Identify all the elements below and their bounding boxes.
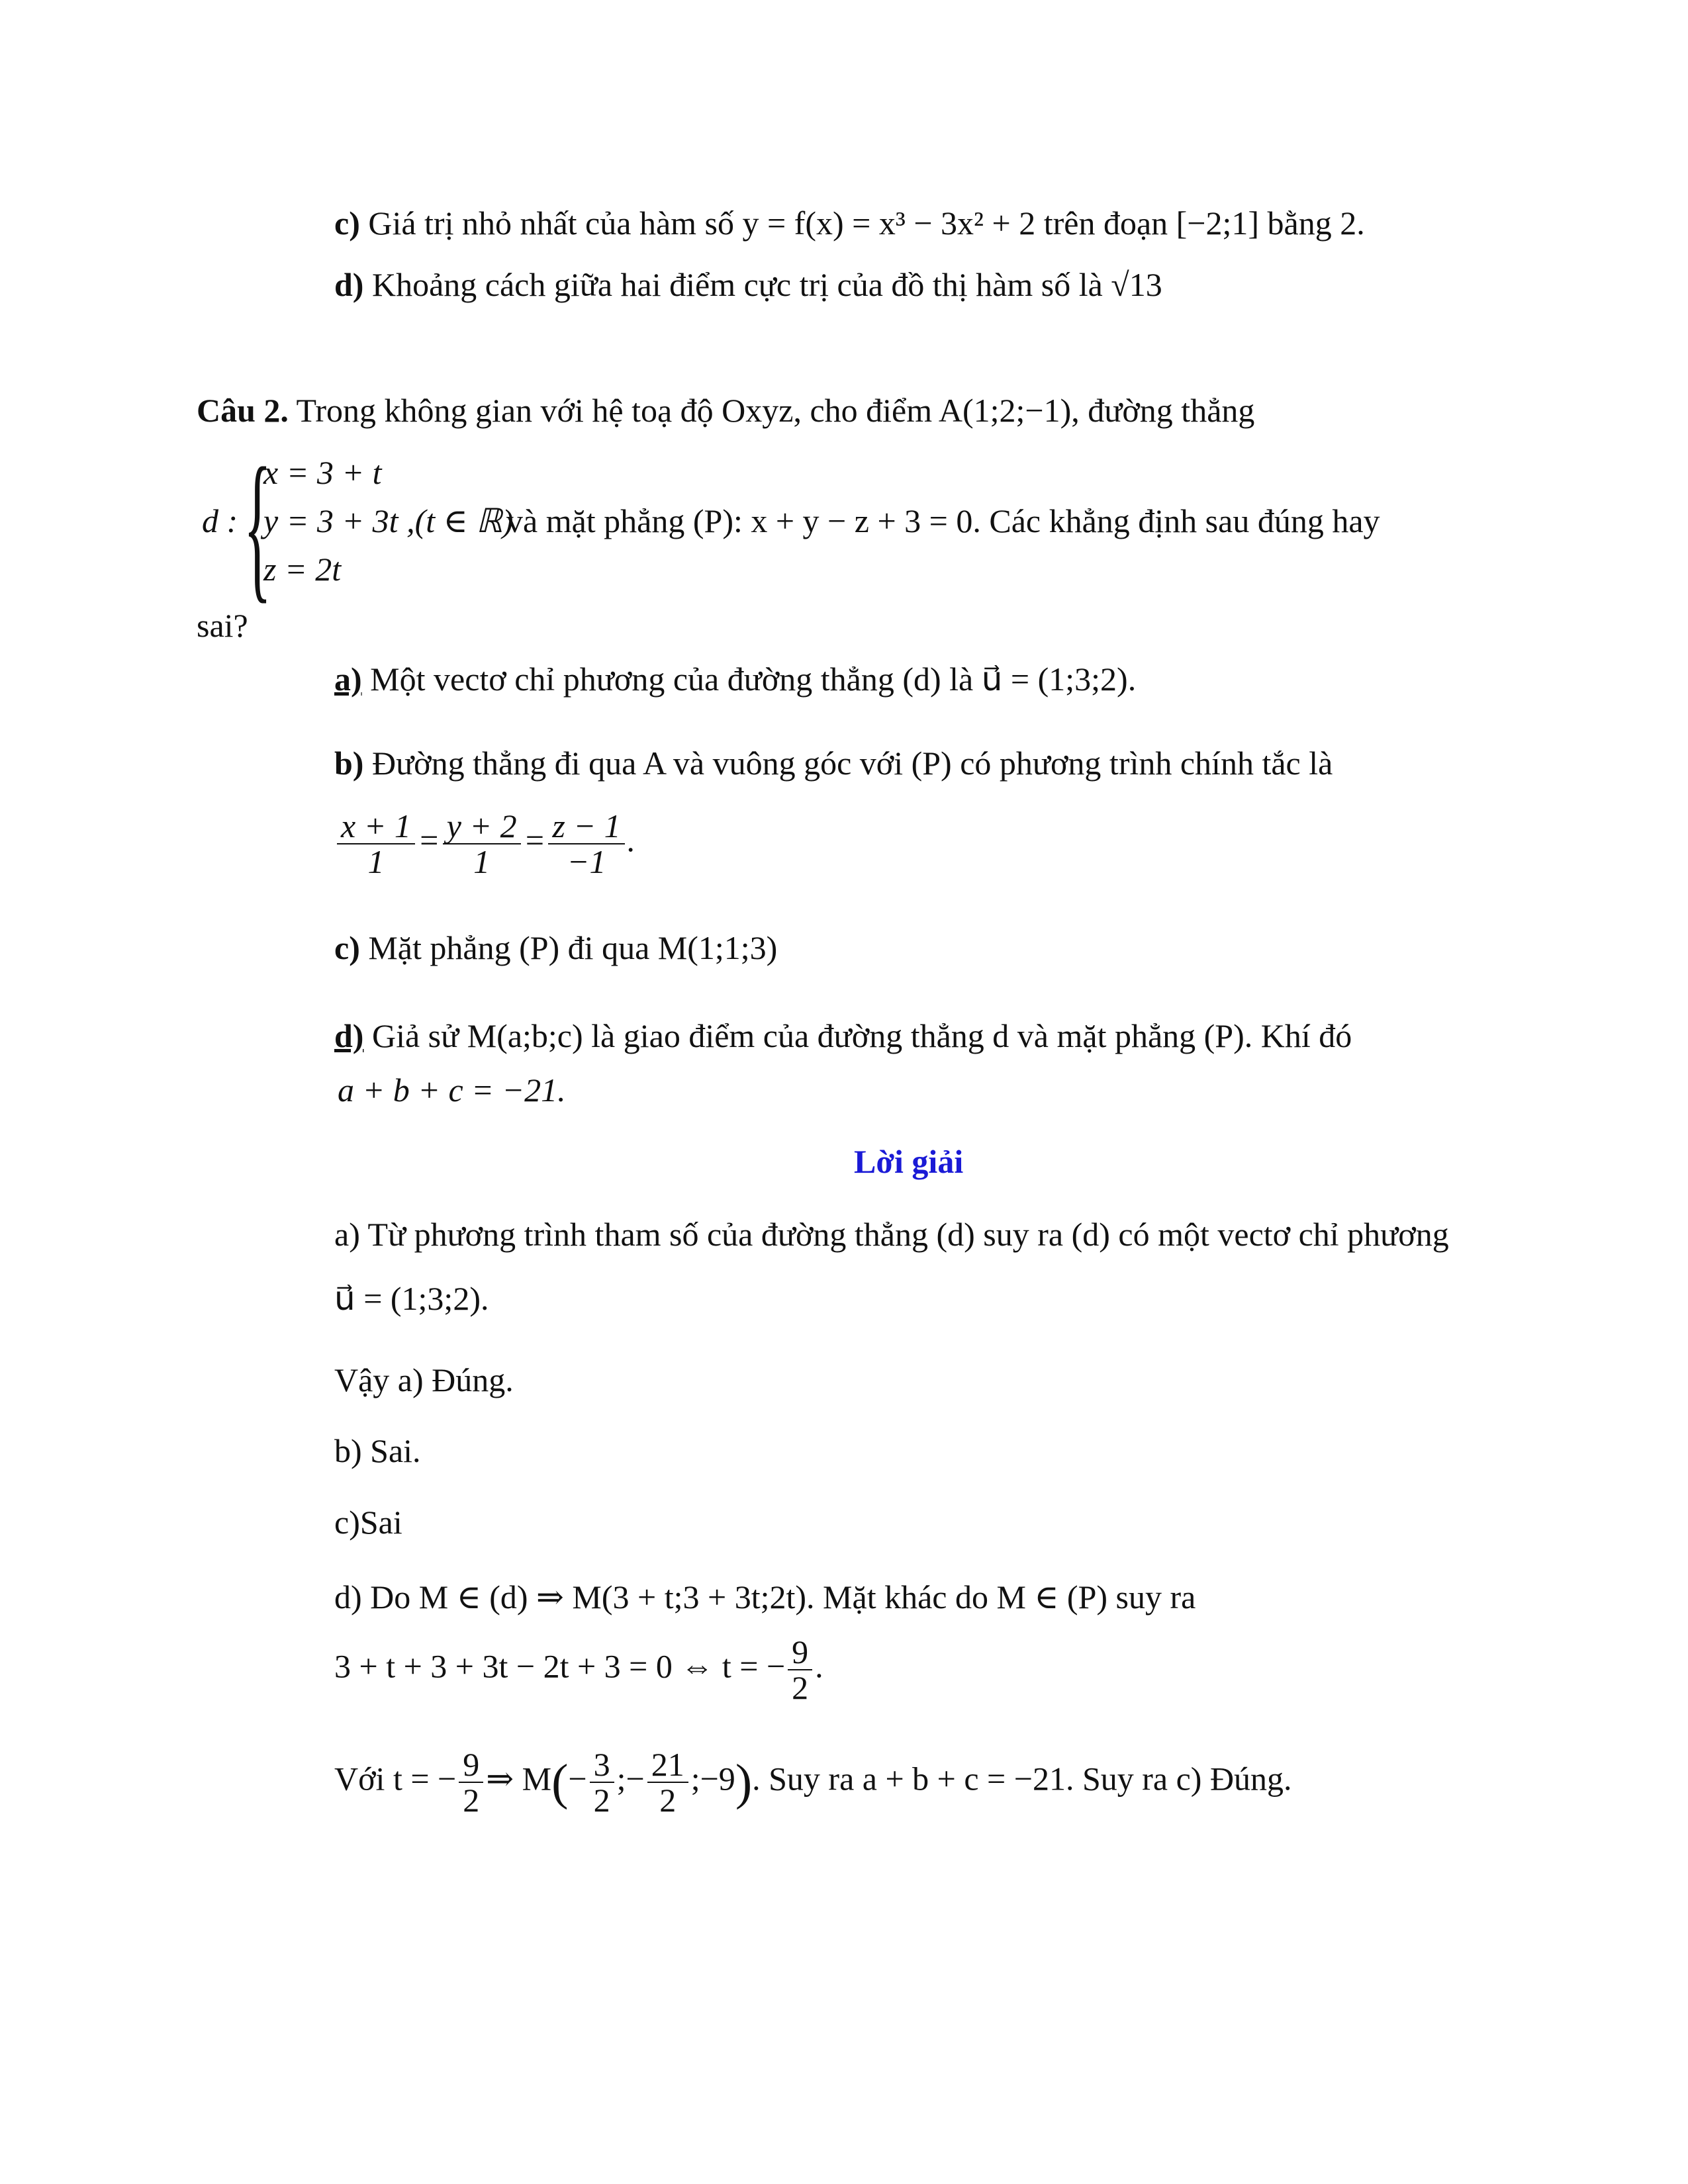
solution-d-line1: d) Do M ∈ (d) ⇒ M(3 + t;3 + 3t;2t). Mặt khác do M ∈ (P) suy ra — [334, 1578, 1196, 1615]
q1-d-text: Khoảng cách giữa hai điểm cực trị của đồ thị hàm số là √13 — [371, 266, 1162, 303]
q2-option-d — [334, 1016, 1352, 1056]
q2-c-text: Mặt phẳng (P) đi qua M(1;1;3) — [368, 929, 778, 966]
q2-d-text: Giả sử M(a;b;c) là giao điểm của đường thẳng d và mặt phẳng (P). Khí đó — [371, 1017, 1352, 1054]
q2-a-text: Một vectơ chỉ phương của đường thẳng (d) là u⃗ = (1;3;2). — [370, 660, 1137, 698]
q2-intro: Trong không gian với hệ toạ độ Oxyz, cho điểm A(1;2;−1), đường thẳng — [296, 392, 1255, 429]
system-brace: { — [244, 434, 271, 617]
b-frac2: $\frac{y + 2}{1}$ — [443, 809, 521, 879]
q1-option-c — [334, 203, 1365, 243]
q2-option-b — [334, 743, 1333, 783]
q2-intro-line — [197, 390, 1254, 430]
t-fraction-2: $\frac{9}{2}$ — [459, 1747, 483, 1817]
b-frac3: $\frac{z - 1}{-1}$ — [548, 809, 624, 879]
q2-b-equation: $\frac{x + 1}{1}$ = $\frac{y + 2}{1}$ = $\frac{z - 1}{-1}$ . — [334, 809, 635, 879]
b-frac1: $\frac{x + 1}{1}$ — [337, 809, 415, 879]
solution-a-line1: a) Từ phương trình tham số của đường thẳng (d) suy ra (d) có một vectơ chỉ phương — [334, 1216, 1449, 1253]
d-line3-conclusion: Suy ra a + b + c = −21. Suy ra c) Đúng. — [769, 1760, 1292, 1797]
q1-d-label: d) — [334, 266, 364, 303]
line-d-prefix: d : — [202, 502, 238, 539]
m-y-fraction: $\frac{21}{2}$ — [647, 1747, 688, 1817]
q2-d-label: d) — [334, 1017, 364, 1054]
q1-option-d — [334, 265, 1162, 304]
d-line3-point: ⇒ M — [486, 1760, 552, 1797]
m-z: −9 — [700, 1760, 735, 1797]
d-line3-prefix: Với t = − — [334, 1760, 457, 1797]
t-fraction: $\frac{9}{2}$ — [788, 1635, 812, 1705]
system-eq1: x = 3 + t — [263, 454, 382, 491]
q2-b-text: Đường thẳng đi qua A và vuông góc với (P) có phương trình chính tắc là — [371, 745, 1333, 782]
q1-c-label: c) — [334, 205, 360, 242]
q2-label: Câu 2. — [197, 392, 289, 429]
q2-b-label: b) — [334, 745, 364, 782]
solution-b-conclusion: b) Sai. — [334, 1432, 421, 1469]
q1-c-text: Giá trị nhỏ nhất của hàm số y = f(x) = x³ − 3x² + 2 trên đoạn [−2;1] bằng 2. — [368, 205, 1365, 242]
solution-d-line3: Với t = − $\frac{9}{2}$ ⇒ M(− $\frac{3}{2}$ ;− $\frac{21}{2}$ ;−9). Suy ra a + b + c = −21. Suy ra c) Đúng. — [334, 1746, 1292, 1819]
system-eq2: y = 3 + 3t ,(t ∈ ℝ) — [263, 502, 514, 539]
solution-d-line2: 3 + t + 3 + 3t − 2t + 3 = 0 ⇔ t = − $\frac{9}{2}$ . — [334, 1633, 823, 1706]
q2-tail: sai? — [197, 607, 248, 644]
q2-a-label: a) — [334, 660, 362, 698]
q2-option-a — [334, 659, 1136, 699]
solution-a-conclusion: Vậy a) Đúng. — [334, 1361, 514, 1398]
q2-mid: và mặt phẳng (P): x + y − z + 3 = 0. Các khẳng định sau đúng hay — [506, 502, 1380, 539]
system-eq3: z = 2t — [263, 551, 342, 588]
q2-option-c — [334, 928, 777, 968]
solution-a-line2: u⃗ = (1;3;2). — [334, 1280, 489, 1317]
q2-c-label: c) — [334, 929, 360, 966]
solution-title: Lời giải — [854, 1143, 964, 1180]
m-x-fraction: $\frac{3}{2}$ — [590, 1747, 614, 1817]
d-line2-text: 3 + t + 3 + 3t − 2t + 3 = 0 ⇔ t = − — [334, 1647, 786, 1685]
q2-d-text2: a + b + c = −21. — [338, 1071, 566, 1109]
solution-c-conclusion: c)Sai — [334, 1504, 402, 1541]
